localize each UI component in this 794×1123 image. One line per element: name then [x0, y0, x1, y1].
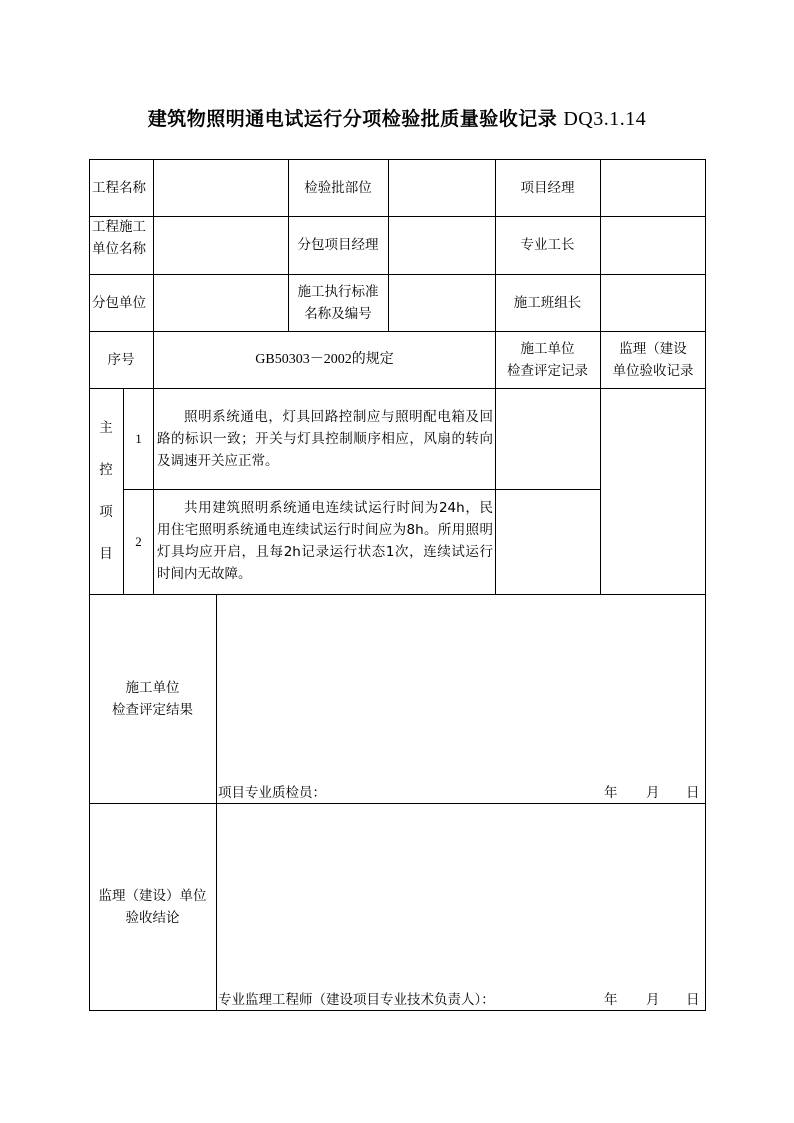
title-code: DQ3.1.14 [563, 108, 647, 130]
contractor-day: 日 [686, 785, 700, 801]
contractor-result-label-line2: 检查评定结果 [112, 701, 193, 718]
main-control-char: 项 [99, 504, 113, 520]
contractor-field[interactable] [154, 216, 288, 274]
subcontractor-label [89, 274, 153, 331]
contractor-label [89, 216, 153, 274]
contractor-label-line2: 单位名称 [92, 241, 146, 257]
subcontractor-label-text: 分包单位 [92, 294, 146, 311]
team-leader-field[interactable] [601, 274, 705, 331]
main-control-label [89, 388, 123, 594]
project-name-field[interactable] [154, 159, 288, 216]
seq-header [89, 331, 153, 388]
batch-location-field[interactable] [389, 159, 495, 216]
project-manager-field[interactable] [601, 159, 705, 216]
supervisor-year: 年 [604, 992, 618, 1008]
title-text: 建筑物照明通电试运行分项检验批质量验收记录 [147, 108, 558, 130]
item-1-contractor-record[interactable] [496, 389, 600, 489]
sub-manager-label [288, 216, 388, 274]
table-border-right [705, 159, 706, 1011]
main-control-char: 目 [99, 546, 113, 562]
standard-label [288, 274, 388, 331]
table-border-bottom [89, 1010, 706, 1011]
standard-field[interactable] [389, 274, 495, 331]
contractor-check-header-line1: 施工单位 [520, 340, 575, 357]
batch-location-label-text: 检验批部位 [304, 179, 372, 196]
foreman-field[interactable] [601, 216, 705, 274]
project-manager-label-text: 项目经理 [520, 179, 575, 196]
team-leader-label-text: 施工班组长 [513, 294, 582, 311]
contractor-check-header [495, 331, 600, 388]
batch-location-label [288, 159, 388, 216]
contractor-month: 月 [646, 785, 660, 801]
supervisor-header [601, 331, 705, 388]
contractor-result-field[interactable] [217, 595, 705, 775]
supervisor-header-line2: 单位验收记录 [612, 362, 694, 379]
foreman-label-text: 专业工长 [520, 237, 575, 253]
standard-label-line2: 名称及编号 [304, 305, 372, 322]
main-control-char: 主 [99, 420, 113, 436]
sub-manager-label-text: 分包项目经理 [297, 237, 379, 253]
supervisor-record-field[interactable] [601, 389, 705, 594]
item-2-number-text: 2 [135, 533, 142, 549]
project-name-label-text: 工程名称 [92, 179, 146, 196]
contractor-result-label-line1: 施工单位 [125, 679, 180, 696]
item-2-requirement: 共用建筑照明系统通电连续试运行时间为24h，民用住宅照明系统通电连续试运行时间应为8h。所用照明灯具均应开启，且每2h记录运行状态1次，连续试运行时间内无故障。 [157, 500, 493, 582]
spec-header-text: GB50303－2002的规定 [255, 351, 394, 367]
contractor-result-label [89, 594, 216, 803]
seq-header-text: 序号 [107, 351, 135, 368]
item-1-number-text: 1 [135, 430, 142, 446]
contractor-year: 年 [604, 785, 618, 801]
project-manager-label [495, 159, 600, 216]
supervisor-signer: 专业监理工程师（建设项目专业技术负责人）： [218, 992, 495, 1008]
supervisor-conclusion-field[interactable] [217, 804, 705, 982]
item-1-number [124, 388, 153, 489]
standard-label-line1: 施工执行标准 [297, 283, 379, 300]
contractor-signer: 项目专业质检员： [218, 785, 326, 801]
contractor-check-header-line2: 检查评定记录 [507, 362, 588, 379]
team-leader-label [495, 274, 600, 331]
supervisor-header-line1: 监理（建设 [619, 340, 687, 357]
spec-header [154, 331, 495, 388]
supervisor-month: 月 [646, 992, 660, 1008]
page-title [0, 104, 794, 131]
sub-manager-field[interactable] [389, 216, 495, 274]
supervisor-conclusion-label-line2: 验收结论 [125, 909, 180, 926]
supervisor-conclusion-label-line1: 监理（建设）单位 [98, 887, 207, 904]
item-2-contractor-record[interactable] [496, 490, 600, 594]
contractor-label-line1: 工程施工 [92, 219, 146, 235]
main-control-char: 控 [99, 462, 113, 478]
subcontractor-field[interactable] [154, 274, 288, 331]
foreman-label [495, 216, 600, 274]
project-name-label [89, 159, 153, 216]
item-1-requirement: 照明系统通电，灯具回路控制应与照明配电箱及回路的标识一致；开关与灯具控制顺序相应，风扇的转向及调速开关应正常。 [157, 409, 493, 469]
item-2-number [124, 489, 153, 594]
supervisor-conclusion-label [89, 803, 216, 1010]
supervisor-day: 日 [686, 992, 700, 1008]
